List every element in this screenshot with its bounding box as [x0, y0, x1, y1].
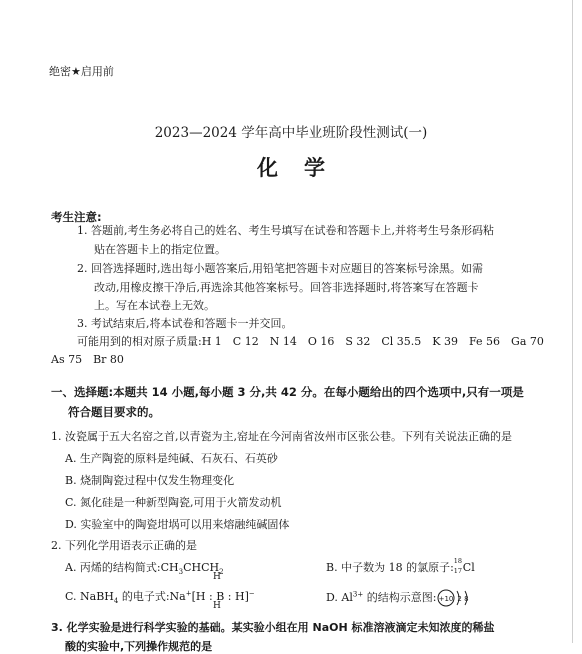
- atomic-masses-line-2: As 75 Br 80: [51, 353, 124, 366]
- atom-nucleus-label: +10: [439, 595, 454, 603]
- notice-item-2-line-1: 2. 回答选择题时,选出每小题答案后,用铅笔把答题卡对应题目的答案标号涂黑。如需: [77, 262, 483, 275]
- question-2-option-d: D. $Al^{3+}$ 的结构示意图: +10 2 8: [326, 588, 474, 608]
- notice-item-3: 3. 考试结束后,将本试卷和答题卡一并交回。: [77, 317, 293, 330]
- electron-formula-bottom-h: H: [213, 601, 221, 611]
- secret-label: 绝密★启用前: [49, 65, 114, 78]
- atom-structure-icon: [436, 588, 474, 608]
- page-edge-divider: [572, 0, 573, 643]
- notice-item-2-line-2: 改动,用橡皮擦干净后,再选涂其他答案标号。回答非选择题时,将答案写在答题卡: [94, 281, 479, 294]
- question-1-stem: 1. 汝瓷属于五大名窑之首,以青瓷为主,窑址在今河南省汝州市区张公巷。下列有关说法正确的是: [51, 430, 512, 443]
- electron-formula-top-h: H: [213, 572, 221, 582]
- notice-item-1-line-1: 1. 答题前,考生务必将自己的姓名、考生号填写在试卷和答题卡上,并将考生号条形码粘: [77, 224, 494, 237]
- atomic-masses-line-1: 可能用到的相对原子质量:H 1 C 12 N 14 O 16 S 32 Cl 35.5 K 39 Fe 56 Ga 70: [77, 335, 544, 348]
- question-1-option-a: A. 生产陶瓷的原料是纯碱、石灰石、石英砂: [65, 452, 278, 465]
- question-1-option-b: B. 烧制陶瓷过程中仅发生物理变化: [65, 474, 235, 487]
- question-3-line-1: 3. 化学实验是进行科学实验的基础。某实验小组在用 NaOH 标准溶液滴定未知浓度的稀盐: [51, 621, 495, 634]
- atom-shells-label: 2 8: [457, 595, 469, 603]
- notice-title: 考生注意:: [51, 210, 102, 224]
- notice-item-1-line-2: 贴在答题卡上的指定位置。: [94, 243, 226, 256]
- question-2-option-b: B. 中子数为 18 的氯原子: 18 17 Cl: [326, 557, 475, 575]
- exam-title: 2023—2024 学年高中毕业班阶段性测试(一): [154, 125, 428, 141]
- question-2-option-a: A. 丙烯的结构简式$:CH_3CHCH_2$: [65, 561, 224, 577]
- question-1-option-d: D. 实验室中的陶瓷坩埚可以用来熔融纯碱固体: [65, 518, 290, 531]
- nuclide-notation: 18 17: [453, 557, 463, 575]
- notice-item-2-line-3: 上。写在本试卷上无效。: [94, 299, 215, 312]
- question-2-option-c: C. NaBH$_4$ 的电子式:Na+[H : B : H]−: [65, 589, 255, 606]
- subject-title: 化学: [257, 155, 351, 180]
- question-1-option-c: C. 氮化硅是一种新型陶瓷,可用于火箭发动机: [65, 496, 282, 509]
- question-2-stem: 2. 下列化学用语表示正确的是: [51, 539, 197, 552]
- section-1-title-line-1: 一、选择题:本题共 14 小题,每小题 3 分,共 42 分。在每小题给出的四个选项中,只有一项是: [51, 385, 524, 399]
- question-3-line-2: 酸的实验中,下列操作规范的是: [65, 640, 213, 653]
- section-1-title-line-2: 符合题目要求的。: [68, 405, 160, 419]
